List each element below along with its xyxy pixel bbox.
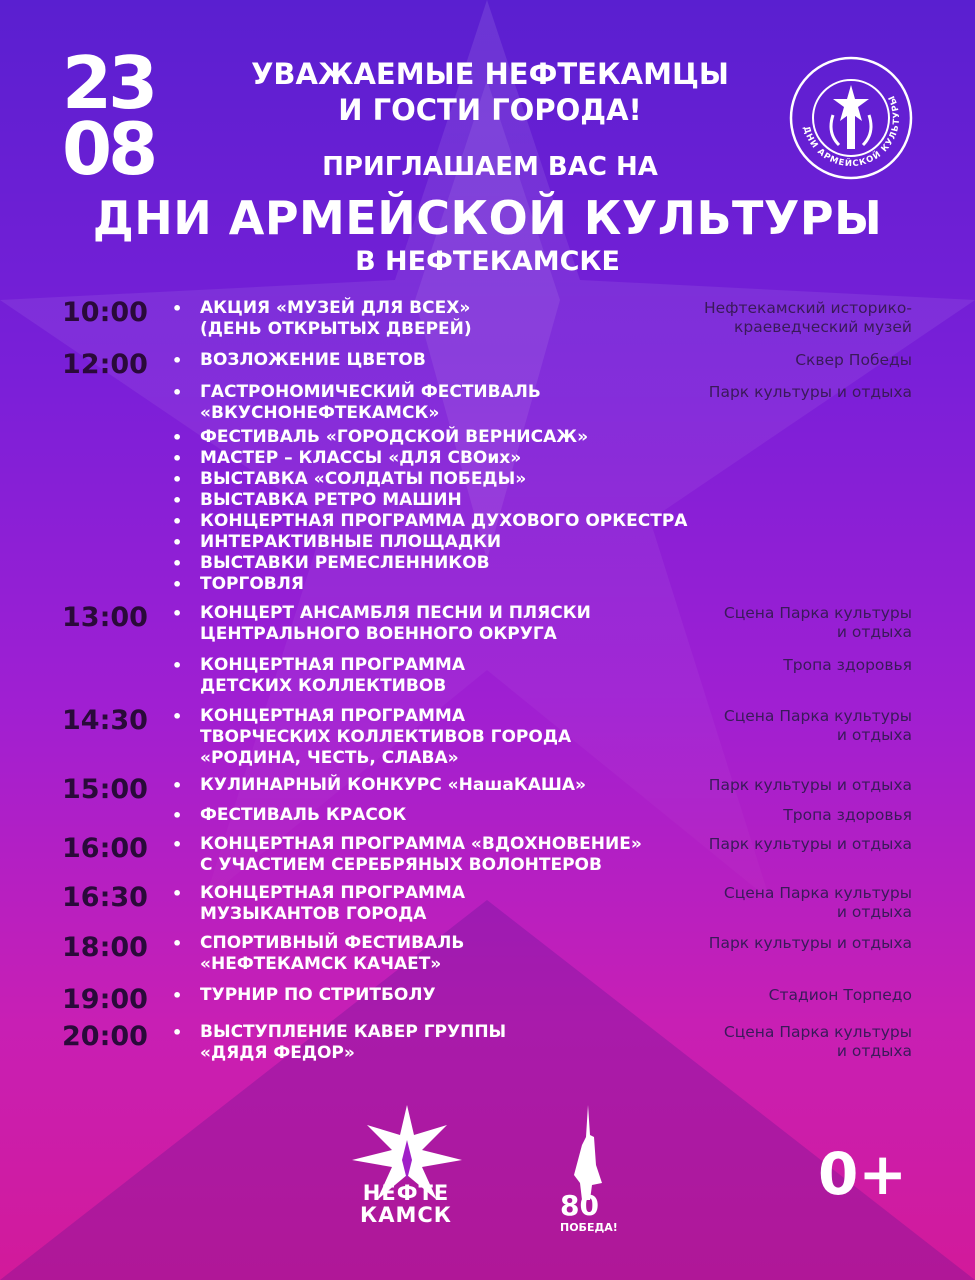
activity-line: ГАСТРОНОМИЧЕСКИЙ ФЕСТИВАЛЬ bbox=[200, 382, 541, 402]
schedule-activity bbox=[200, 1022, 690, 1064]
schedule-activity bbox=[200, 448, 690, 469]
greeting bbox=[190, 56, 790, 128]
place-line: Парк культуры и отдыха bbox=[708, 383, 912, 401]
activity-line: «ВКУСНОНЕФТЕКАМСК» bbox=[200, 403, 440, 423]
bullet-icon: • bbox=[172, 512, 183, 531]
activity-line: КОНЦЕРТНАЯ ПРОГРАММА bbox=[200, 883, 465, 903]
bullet-icon: • bbox=[172, 428, 183, 447]
activity-line: ИНТЕРАКТИВНЫЕ ПЛОЩАДКИ bbox=[200, 532, 502, 552]
schedule-time: 13:00 bbox=[62, 602, 148, 633]
activity-line: (ДЕНЬ ОТКРЫТЫХ ДВЕРЕЙ) bbox=[200, 319, 472, 339]
bullet-icon: • bbox=[172, 1023, 183, 1042]
date-day: 23 bbox=[62, 41, 155, 125]
schedule-place bbox=[642, 299, 912, 337]
bullet-icon: • bbox=[172, 884, 183, 903]
activity-line: ВЫСТАВКИ РЕМЕСЛЕННИКОВ bbox=[200, 553, 490, 573]
place-line: Тропа здоровья bbox=[783, 806, 912, 824]
schedule-activity bbox=[200, 883, 690, 925]
bullet-icon: • bbox=[172, 656, 183, 675]
place-line: Сцена Парка культуры bbox=[723, 1023, 912, 1041]
activity-line: ВОЗЛОЖЕНИЕ ЦВЕТОВ bbox=[200, 350, 426, 370]
army-culture-emblem-icon bbox=[788, 55, 914, 181]
victory-word: ПОБЕДА! bbox=[560, 1221, 618, 1234]
bullet-icon: • bbox=[172, 470, 183, 489]
activity-line: «ДЯДЯ ФЕДОР» bbox=[200, 1043, 355, 1063]
schedule-place bbox=[642, 986, 912, 1005]
activity-line: МАСТЕР – КЛАССЫ «ДЛЯ СВОих» bbox=[200, 448, 522, 468]
schedule-place bbox=[642, 806, 912, 825]
place-line: и отдыха bbox=[836, 1042, 912, 1060]
schedule-place bbox=[642, 604, 912, 642]
age-rating: 0+ bbox=[818, 1140, 907, 1208]
event-date bbox=[62, 41, 155, 191]
activity-line: АКЦИЯ «МУЗЕЙ ДЛЯ ВСЕХ» bbox=[200, 298, 471, 318]
schedule-place bbox=[642, 776, 912, 795]
bullet-icon: • bbox=[172, 604, 183, 623]
bullet-icon: • bbox=[172, 575, 183, 594]
activity-line: КОНЦЕРТ АНСАМБЛЯ ПЕСНИ И ПЛЯСКИ bbox=[200, 603, 591, 623]
place-line: Сцена Парка культуры bbox=[723, 604, 912, 622]
activity-line: ФЕСТИВАЛЬ «ГОРОДСКОЙ ВЕРНИСАЖ» bbox=[200, 427, 589, 447]
schedule-place bbox=[642, 934, 912, 953]
place-line: Сцена Парка культуры bbox=[723, 884, 912, 902]
activity-line: ДЕТСКИХ КОЛЛЕКТИВОВ bbox=[200, 676, 447, 696]
bullet-icon: • bbox=[172, 835, 183, 854]
schedule-place bbox=[642, 707, 912, 745]
schedule-activity bbox=[200, 532, 690, 553]
bullet-icon: • bbox=[172, 533, 183, 552]
activity-line: КОНЦЕРТНАЯ ПРОГРАММА «ВДОХНОВЕНИЕ» bbox=[200, 834, 642, 854]
schedule-time: 14:30 bbox=[62, 705, 148, 736]
schedule-activity bbox=[200, 490, 690, 511]
activity-line: ЦЕНТРАЛЬНОГО ВОЕННОГО ОКРУГА bbox=[200, 624, 557, 644]
activity-line: ТВОРЧЕСКИХ КОЛЛЕКТИВОВ ГОРОДА bbox=[200, 727, 572, 747]
schedule-activity bbox=[200, 382, 690, 424]
bullet-icon: • bbox=[172, 934, 183, 953]
bullet-icon: • bbox=[172, 707, 183, 726]
bullet-icon: • bbox=[172, 383, 183, 402]
place-line: Сцена Парка культуры bbox=[723, 707, 912, 725]
schedule-time: 16:30 bbox=[62, 882, 148, 913]
place-line: и отдыха bbox=[836, 623, 912, 641]
bullet-icon: • bbox=[172, 299, 183, 318]
activity-line: КОНЦЕРТНАЯ ПРОГРАММА bbox=[200, 655, 465, 675]
place-line: Стадион Торпедо bbox=[768, 986, 912, 1004]
invite-text: ПРИГЛАШАЕМ ВАС НА bbox=[322, 152, 658, 182]
schedule-activity bbox=[200, 350, 690, 371]
activity-line: ТОРГОВЛЯ bbox=[200, 574, 304, 594]
victory-80-logo-icon bbox=[556, 1105, 626, 1235]
schedule-time: 18:00 bbox=[62, 932, 148, 963]
emblem-text: ДНИ АРМЕЙСКОЙ КУЛЬТУРЫ bbox=[800, 93, 903, 170]
schedule-place bbox=[642, 351, 912, 370]
place-line: Парк культуры и отдыха bbox=[708, 934, 912, 952]
victory-number: 80 bbox=[560, 1189, 599, 1222]
greeting-line-2: И ГОСТИ ГОРОДА! bbox=[338, 93, 642, 127]
activity-line: СПОРТИВНЫЙ ФЕСТИВАЛЬ bbox=[200, 933, 465, 953]
bullet-icon: • bbox=[172, 776, 183, 795]
event-title: ДНИ АРМЕЙСКОЙ КУЛЬТУРЫ bbox=[92, 191, 883, 245]
schedule-activity bbox=[200, 511, 690, 532]
schedule-time: 16:00 bbox=[62, 833, 148, 864]
schedule-activity bbox=[200, 574, 690, 595]
schedule-place bbox=[642, 884, 912, 922]
place-line: Тропа здоровья bbox=[783, 656, 912, 674]
date-month: 08 bbox=[62, 107, 155, 191]
activity-line: ВЫСТАВКА РЕТРО МАШИН bbox=[200, 490, 462, 510]
bullet-icon: • bbox=[172, 986, 183, 1005]
schedule-activity bbox=[200, 655, 690, 697]
activity-line: ВЫСТУПЛЕНИЕ КАВЕР ГРУППЫ bbox=[200, 1022, 507, 1042]
schedule-time: 20:00 bbox=[62, 1021, 148, 1052]
place-line: Нефтекамский историко- bbox=[704, 299, 912, 317]
bullet-icon: • bbox=[172, 554, 183, 573]
activity-line: «РОДИНА, ЧЕСТЬ, СЛАВА» bbox=[200, 748, 459, 768]
activity-line: МУЗЫКАНТОВ ГОРОДА bbox=[200, 904, 427, 924]
activity-line: КОНЦЕРТНАЯ ПРОГРАММА bbox=[200, 706, 465, 726]
schedule-activity bbox=[200, 985, 690, 1006]
activity-line: ФЕСТИВАЛЬ КРАСОК bbox=[200, 805, 407, 825]
activity-line: «НЕФТЕКАМСК КАЧАЕТ» bbox=[200, 954, 442, 974]
schedule-time: 15:00 bbox=[62, 774, 148, 805]
bullet-icon: • bbox=[172, 806, 183, 825]
schedule-activity bbox=[200, 834, 690, 876]
schedule-activity bbox=[200, 933, 690, 975]
activity-line: ТУРНИР ПО СТРИТБОЛУ bbox=[200, 985, 436, 1005]
schedule-time: 19:00 bbox=[62, 984, 148, 1015]
schedule-activity bbox=[200, 603, 690, 645]
schedule-place bbox=[642, 835, 912, 854]
schedule-place bbox=[642, 656, 912, 675]
logo-line-1: НЕФТЕ bbox=[362, 1181, 450, 1205]
place-line: Парк культуры и отдыха bbox=[708, 776, 912, 794]
bullet-icon: • bbox=[172, 491, 183, 510]
schedule-activity bbox=[200, 805, 690, 826]
schedule-activity bbox=[200, 706, 690, 769]
place-line: и отдыха bbox=[836, 903, 912, 921]
event-city: В НЕФТЕКАМСКЕ bbox=[355, 246, 620, 277]
bullet-icon: • bbox=[172, 351, 183, 370]
schedule-activity bbox=[200, 427, 690, 448]
activity-line: КУЛИНАРНЫЙ КОНКУРС «НашаКАША» bbox=[200, 775, 587, 795]
schedule-time: 12:00 bbox=[62, 349, 148, 380]
place-line: краеведческий музей bbox=[734, 318, 912, 336]
activity-line: ВЫСТАВКА «СОЛДАТЫ ПОБЕДЫ» bbox=[200, 469, 527, 489]
schedule-place bbox=[642, 383, 912, 402]
schedule-place bbox=[642, 1023, 912, 1061]
activity-line: КОНЦЕРТНАЯ ПРОГРАММА ДУХОВОГО ОРКЕСТРА bbox=[200, 511, 688, 531]
place-line: и отдыха bbox=[836, 726, 912, 744]
neftekamsk-logo-text bbox=[340, 1182, 472, 1226]
schedule-activity bbox=[200, 469, 690, 490]
schedule-time: 10:00 bbox=[62, 297, 148, 328]
place-line: Сквер Победы bbox=[795, 351, 912, 369]
logo-line-2: КАМСК bbox=[360, 1203, 452, 1227]
schedule-activity bbox=[200, 298, 690, 340]
schedule-activity bbox=[200, 775, 690, 796]
schedule-activity bbox=[200, 553, 690, 574]
activity-line: С УЧАСТИЕМ СЕРЕБРЯНЫХ ВОЛОНТЕРОВ bbox=[200, 855, 602, 875]
place-line: Парк культуры и отдыха bbox=[708, 835, 912, 853]
bullet-icon: • bbox=[172, 449, 183, 468]
greeting-line-1: УВАЖАЕМЫЕ НЕФТЕКАМЦЫ bbox=[251, 57, 729, 91]
